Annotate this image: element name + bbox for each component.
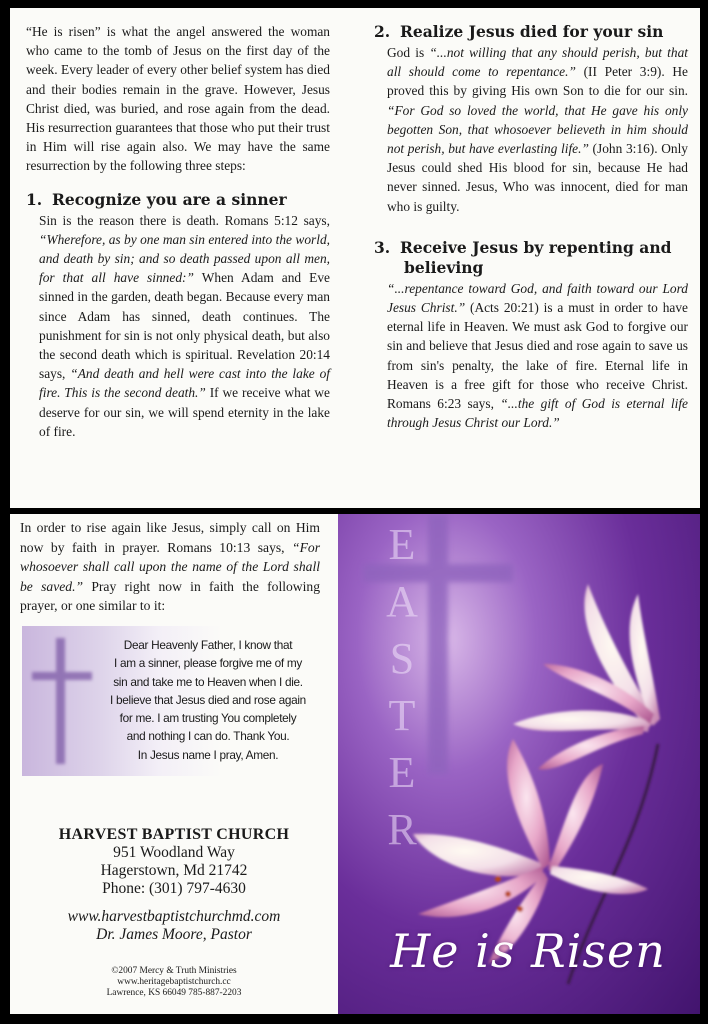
easter-letter: S	[389, 634, 415, 683]
upper-lily-icon	[513, 584, 660, 770]
prayer-line: I am a sinner, please forgive me of my	[114, 656, 302, 671]
prayer-line: Dear Heavenly Father, I know that	[123, 638, 293, 652]
step3-title-line2: believing	[404, 257, 484, 277]
step1-quote-romans: “Wherefore, as by one man sin entered into the world, and death by sin; and so death passed upon all men, for that all have sinned:”	[39, 231, 330, 286]
tract-inside-panel	[10, 8, 700, 508]
step1-paragraph	[26, 211, 330, 441]
call-paragraph	[20, 518, 320, 616]
church-name: HARVEST BAPTIST CHURCH	[58, 826, 290, 843]
step3-title-line1: Receive Jesus by repenting and	[400, 237, 672, 257]
easter-letter: R	[387, 805, 417, 854]
step1-quote-revelation: “And death and hell were cast into the lake of fire. This is the second death.”	[39, 366, 330, 401]
prayer-line: sin and take me to Heaven when I die.	[113, 674, 303, 689]
cross-icon	[22, 626, 122, 776]
step1-text-b: When Adam and Eve sinned in the garden, death began. Because every man since Adam has sinned, death continues. The punishment for sin is not only physical death, but also the second death which is spiritual. Revelation 20:14 says,	[39, 270, 330, 382]
church-pastor: Dr. James Moore, Pastor	[96, 926, 252, 943]
prayer-line: for me. I am trusting You completely	[119, 711, 297, 726]
cover-panel	[338, 514, 700, 1014]
easter-letter: E	[388, 748, 416, 797]
intro-paragraph: “He is risen” is what the angel answered the woman who came to the tomb of Jesus on the first day of the week. Every leader of every other belief system has died and their bodies remain in the grave. However, Jesus Christ died, was buried, and rose again from the dead. His resurrection guarantees that those who put their trust in Him will rise again also. We may have the same resurrection by the following three steps:	[26, 24, 330, 174]
prayer-line: I believe that Jesus died and rose again	[110, 692, 306, 707]
church-phone: Phone: (301) 797-4630	[102, 880, 246, 897]
church-street: 951 Woodland Way	[113, 844, 235, 861]
prayer-text	[110, 636, 306, 764]
right-column	[374, 22, 688, 432]
step3-paragraph	[374, 279, 688, 433]
step2-heading	[374, 22, 688, 42]
step3-heading	[374, 238, 688, 278]
prayer-line: In Jesus name I pray, Amen.	[137, 747, 279, 762]
step2-text-a: God is	[387, 45, 430, 60]
step3-number: 3.	[374, 237, 391, 257]
step1-text-c: If we receive what we deserve for our sin, we will spend eternity in the lake of fire.	[39, 385, 330, 439]
church-website: www.harvestbaptistchurchmd.com	[67, 908, 281, 925]
step1-text-a: Sin is the reason there is death. Romans 5:12 says,	[39, 212, 330, 228]
step1-number: 1.	[26, 189, 43, 209]
church-info	[10, 826, 338, 1000]
step2-text-c: (John 3:16). Only Jesus could shed His blood for sin, because He had never sinned. Jesus, Who was innocent, died for man who is guilty.	[387, 141, 688, 214]
prayer-box	[22, 626, 307, 776]
copyright-line: ©2007 Mercy & Truth Ministries	[111, 966, 237, 976]
step2-quote-peter: “...not willing that any should perish, but that all should come to repentance.”	[387, 45, 688, 80]
step1-heading	[26, 190, 330, 210]
easter-letter: A	[386, 577, 418, 626]
easter-letter: T	[388, 691, 416, 740]
copyright-line: Lawrence, KS 66049 785-887-2203	[106, 988, 242, 999]
call-quote-romans: “For whosoever shall call upon the name of the Lord shall be saved.”	[20, 539, 320, 594]
step3-quote-romans: “...the gift of God is eternal life through Jesus Christ our Lord.”	[387, 396, 688, 431]
cover-title: He is Risen	[390, 924, 666, 978]
step2-text-b: (II Peter 3:9). He proved this by giving His own Son to die for our sin.	[387, 64, 688, 99]
step2-title: Realize Jesus died for your sin	[400, 22, 664, 41]
copyright-line: www.heritagebaptistchurch.cc	[117, 977, 231, 988]
easter-letter: E	[388, 520, 416, 569]
tract-back-panel	[10, 514, 338, 1014]
copyright-block	[10, 966, 338, 1000]
step2-quote-john: “For God so loved the world, that He gave his only begotten Son, that whosoever believeth in him should not perish, but have everlasting life.”	[387, 102, 688, 157]
step1-title: Recognize you are a sinner	[52, 189, 287, 209]
step3-text-a: (Acts 20:21) is a must in order to have eternal life in Heaven. We must ask God to forgive our sin and believe that Jesus died and rose again to save us from sin's penalty, the lake of fire. Eternal life in Heaven is a free gift for those who receive Christ. Romans 6:23 says,	[387, 300, 688, 412]
step3-quote-acts: “...repentance toward God, and faith toward our Lord Jesus Christ.”	[387, 280, 688, 316]
step2-paragraph	[374, 43, 688, 216]
call-text-b: Pray right now in faith the following prayer, or one similar to it:	[20, 578, 320, 613]
church-city: Hagerstown, Md 21742	[100, 862, 248, 879]
call-text-a: In order to rise again like Jesus, simply call on Him now by faith in prayer. Romans 10:13 says,	[20, 520, 320, 555]
prayer-line: and nothing I can do. Thank You.	[126, 729, 290, 744]
step2-number: 2.	[374, 22, 391, 41]
left-column	[26, 22, 330, 441]
